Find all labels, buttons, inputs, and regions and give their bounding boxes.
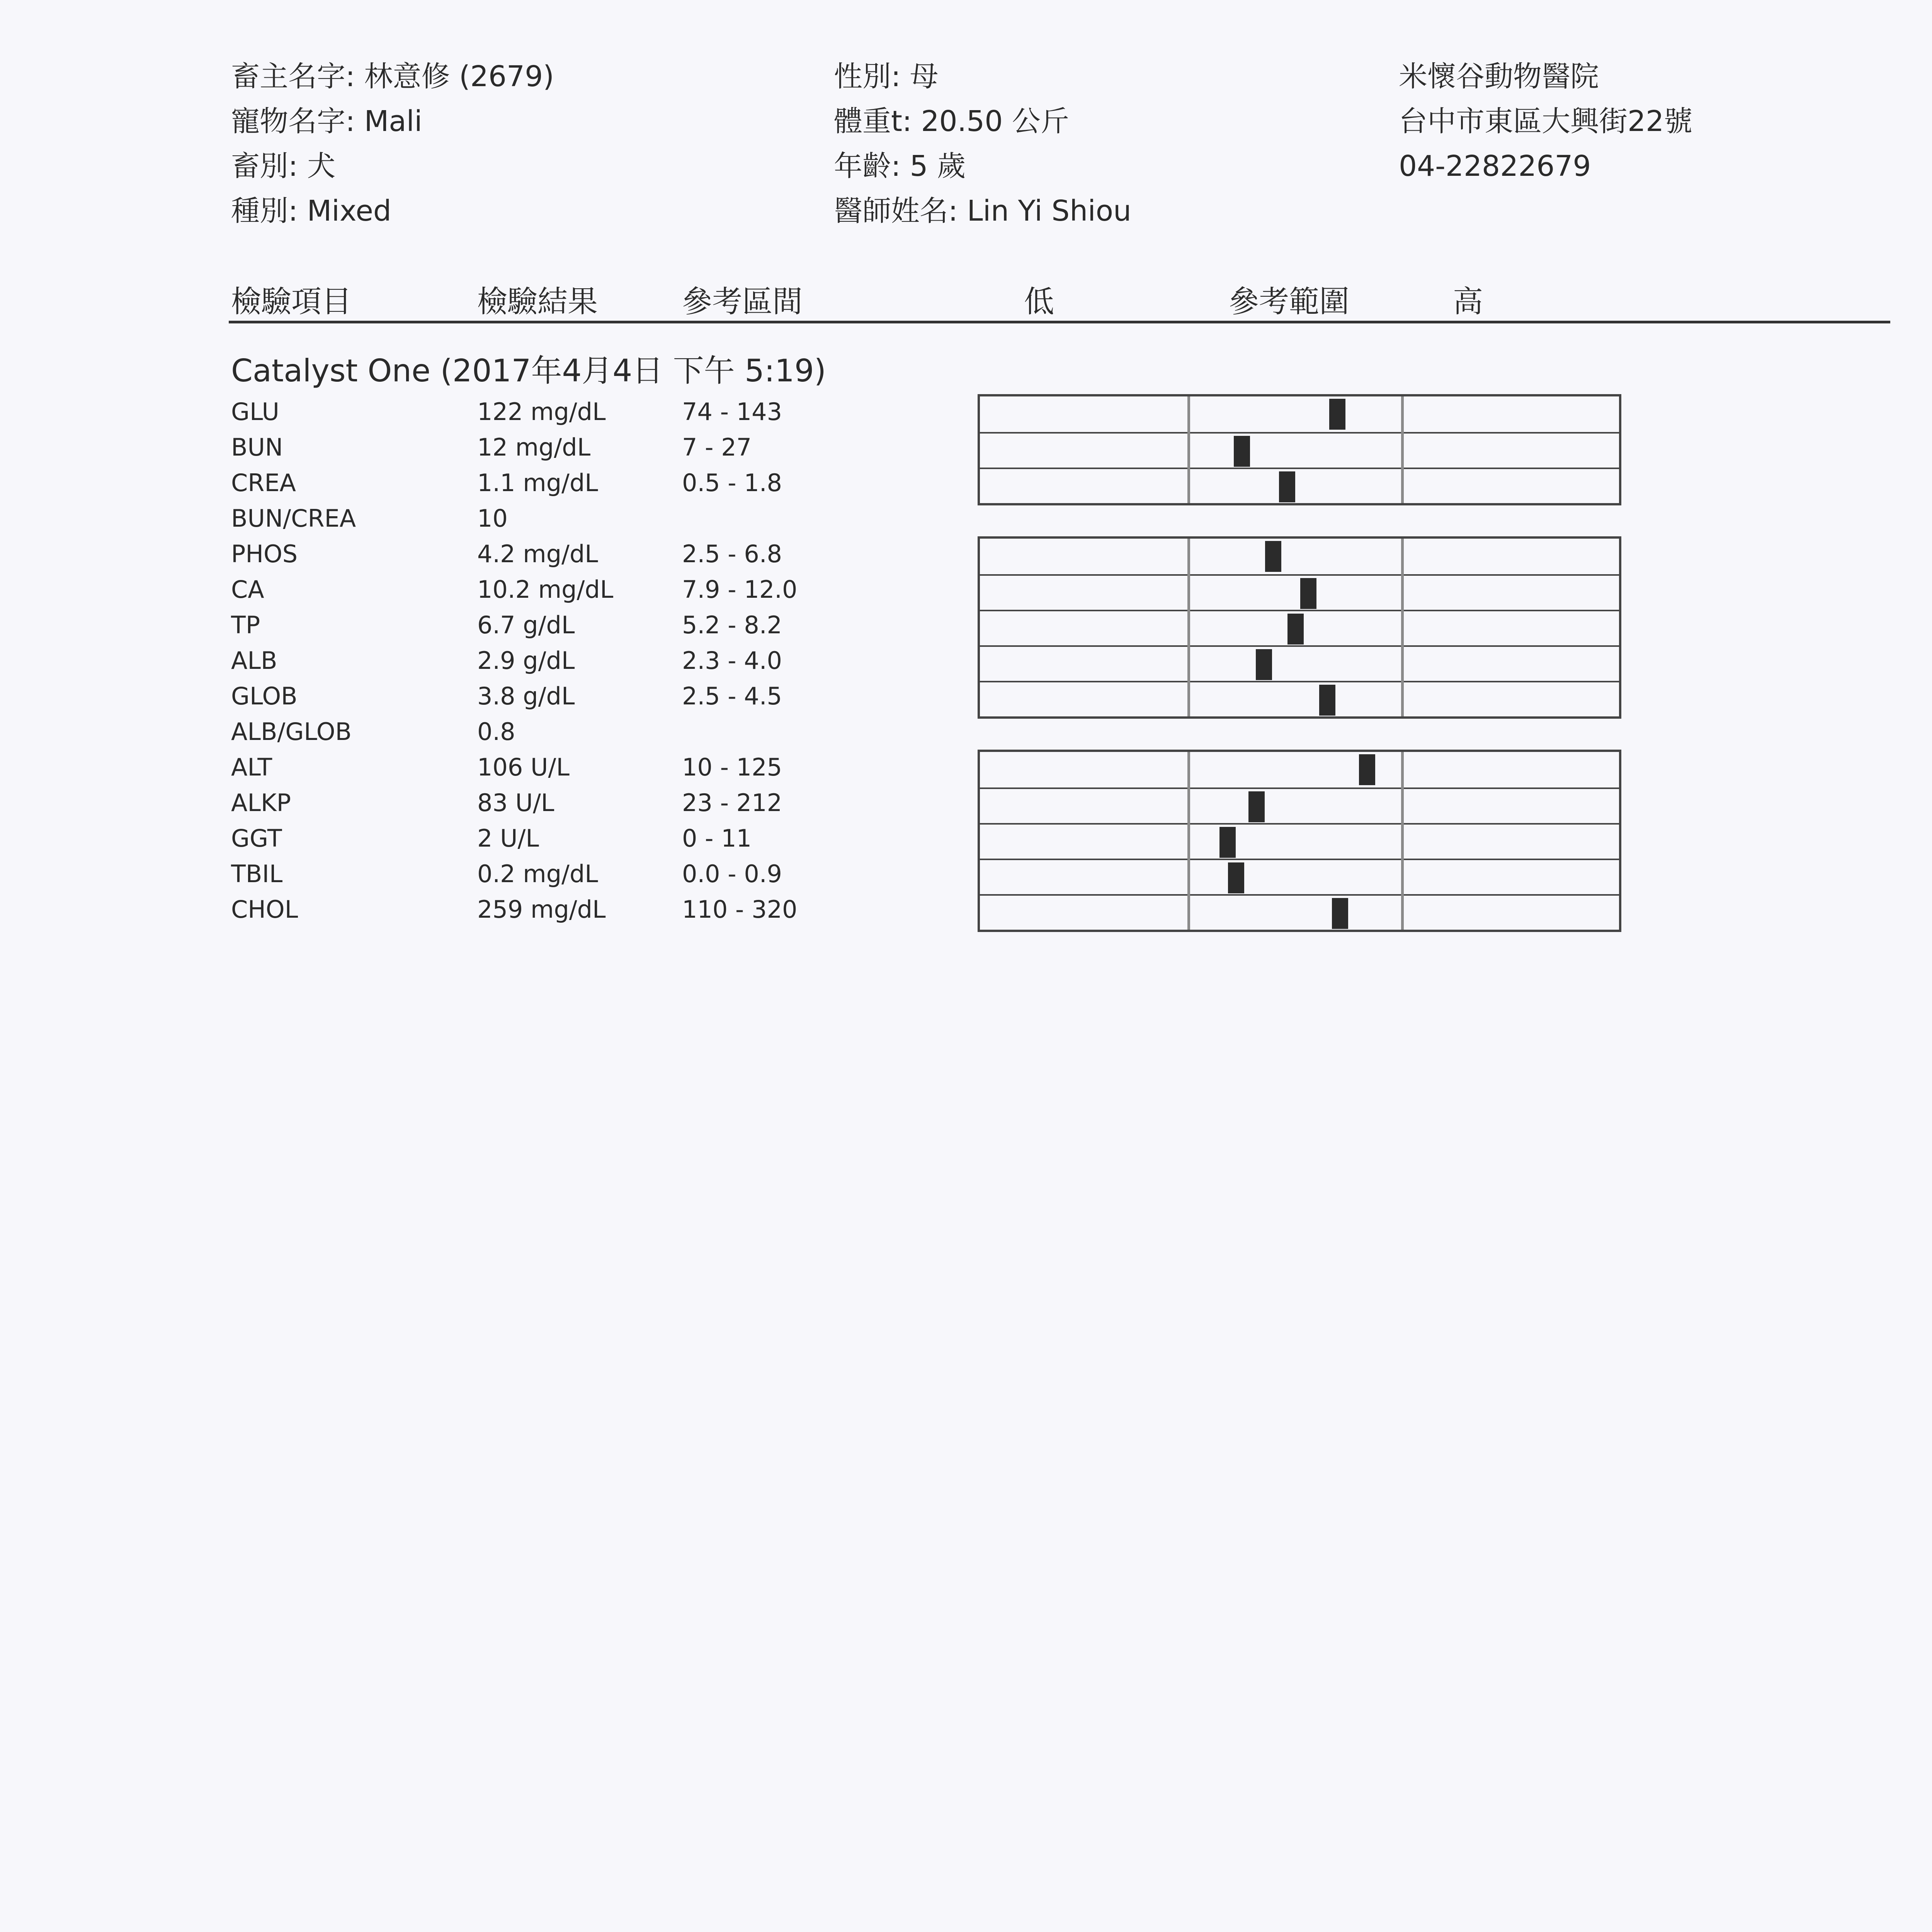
- test-name: TP: [231, 611, 260, 639]
- owner-name: 畜主名字: 林意修 (2679): [231, 60, 554, 93]
- result-marker: [1256, 649, 1272, 680]
- test-name: GLOB: [231, 682, 298, 710]
- range-low-line: [1187, 752, 1190, 930]
- test-name: ALB/GLOB: [231, 718, 352, 746]
- range-bar: [980, 610, 1619, 645]
- test-result: 106 U/L: [477, 753, 570, 781]
- test-ref: 10 - 125: [682, 753, 782, 781]
- result-marker: [1228, 862, 1244, 893]
- range-bar: [980, 539, 1619, 574]
- range-bar: [980, 823, 1619, 859]
- result-marker: [1300, 578, 1316, 609]
- test-name: TBIL: [231, 860, 283, 888]
- test-ref: 0 - 11: [682, 824, 752, 852]
- column-header-low: 低: [1024, 284, 1054, 319]
- test-name: GGT: [231, 824, 282, 852]
- weight: 體重t: 20.50 公斤: [834, 105, 1069, 138]
- test-result: 0.8: [477, 718, 515, 746]
- range-bar: [980, 752, 1619, 787]
- result-marker: [1287, 614, 1304, 645]
- test-name: ALT: [231, 753, 272, 781]
- range-high-line: [1401, 396, 1404, 503]
- test-result: 2 U/L: [477, 824, 539, 852]
- result-marker: [1234, 436, 1250, 467]
- range-low-line: [1187, 396, 1190, 503]
- range-group-liver: [978, 750, 1621, 932]
- range-bar: [980, 645, 1619, 681]
- test-ref: 110 - 320: [682, 895, 798, 923]
- clinic-name: 米懷谷動物醫院: [1399, 60, 1599, 93]
- range-bar: [980, 681, 1619, 716]
- clinic-address: 台中市東區大興街22號: [1399, 105, 1693, 138]
- species: 畜別: 犬: [231, 150, 336, 183]
- column-header-high: 高: [1453, 284, 1483, 319]
- test-name: CREA: [231, 469, 296, 497]
- test-name: BUN: [231, 433, 283, 461]
- test-result: 122 mg/dL: [477, 398, 606, 426]
- test-name: ALKP: [231, 789, 291, 817]
- test-name: CA: [231, 575, 264, 604]
- test-ref: 2.5 - 4.5: [682, 682, 782, 710]
- test-ref: 7.9 - 12.0: [682, 575, 798, 604]
- test-result: 10.2 mg/dL: [477, 575, 614, 604]
- test-ref: 5.2 - 8.2: [682, 611, 782, 639]
- test-result: 83 U/L: [477, 789, 554, 817]
- clinic-info: [1399, 54, 1692, 189]
- sex: 性別: 母: [834, 60, 939, 93]
- range-group-protein: [978, 536, 1621, 719]
- result-marker: [1359, 754, 1375, 785]
- result-marker: [1265, 541, 1281, 572]
- range-bar: [980, 574, 1619, 610]
- range-high-line: [1401, 752, 1404, 930]
- test-ref: 2.5 - 6.8: [682, 540, 782, 568]
- range-group-kidney: [978, 394, 1621, 505]
- test-result: 2.9 g/dL: [477, 646, 575, 675]
- header-rule: [229, 321, 1890, 323]
- test-result: 259 mg/dL: [477, 895, 606, 923]
- result-marker: [1319, 685, 1335, 716]
- test-ref: 0.5 - 1.8: [682, 469, 782, 497]
- test-result: 4.2 mg/dL: [477, 540, 598, 568]
- result-marker: [1279, 471, 1295, 502]
- clinic-phone: 04-22822679: [1399, 150, 1591, 183]
- range-low-line: [1187, 539, 1190, 716]
- column-header-ref: 參考區間: [682, 284, 803, 319]
- range-bar: [980, 787, 1619, 823]
- patient-details: [834, 54, 1131, 233]
- column-header-result: 檢驗結果: [477, 284, 598, 319]
- result-marker: [1329, 399, 1345, 430]
- test-name: BUN/CREA: [231, 504, 356, 532]
- result-marker: [1248, 791, 1265, 822]
- test-ref: 74 - 143: [682, 398, 782, 426]
- result-marker: [1332, 898, 1348, 929]
- range-bar: [980, 859, 1619, 894]
- column-header-item: 檢驗項目: [231, 284, 352, 319]
- test-ref: 2.3 - 4.0: [682, 646, 782, 675]
- range-high-line: [1401, 539, 1404, 716]
- test-result: 0.2 mg/dL: [477, 860, 598, 888]
- test-result: 3.8 g/dL: [477, 682, 575, 710]
- range-bar: [980, 468, 1619, 503]
- range-bar: [980, 894, 1619, 930]
- test-result: 1.1 mg/dL: [477, 469, 598, 497]
- test-ref: 7 - 27: [682, 433, 752, 461]
- pet-name: 寵物名字: Mali: [231, 105, 422, 138]
- age: 年齡: 5 歲: [834, 150, 966, 183]
- patient-info: [231, 54, 554, 233]
- result-marker: [1219, 827, 1236, 858]
- test-name: CHOL: [231, 895, 298, 923]
- test-result: 10: [477, 504, 508, 532]
- test-ref: 23 - 212: [682, 789, 782, 817]
- doctor-name: 醫師姓名: Lin Yi Shiou: [834, 194, 1131, 228]
- range-bar: [980, 432, 1619, 468]
- test-result: 6.7 g/dL: [477, 611, 575, 639]
- test-name: PHOS: [231, 540, 298, 568]
- test-ref: 0.0 - 0.9: [682, 860, 782, 888]
- breed: 種別: Mixed: [231, 194, 391, 228]
- test-name: ALB: [231, 646, 277, 675]
- range-bar: [980, 396, 1619, 432]
- column-header-range: 參考範圍: [1229, 284, 1350, 319]
- section-title: Catalyst One (2017年4月4日 下午 5:19): [231, 353, 826, 389]
- test-result: 12 mg/dL: [477, 433, 591, 461]
- test-name: GLU: [231, 398, 279, 426]
